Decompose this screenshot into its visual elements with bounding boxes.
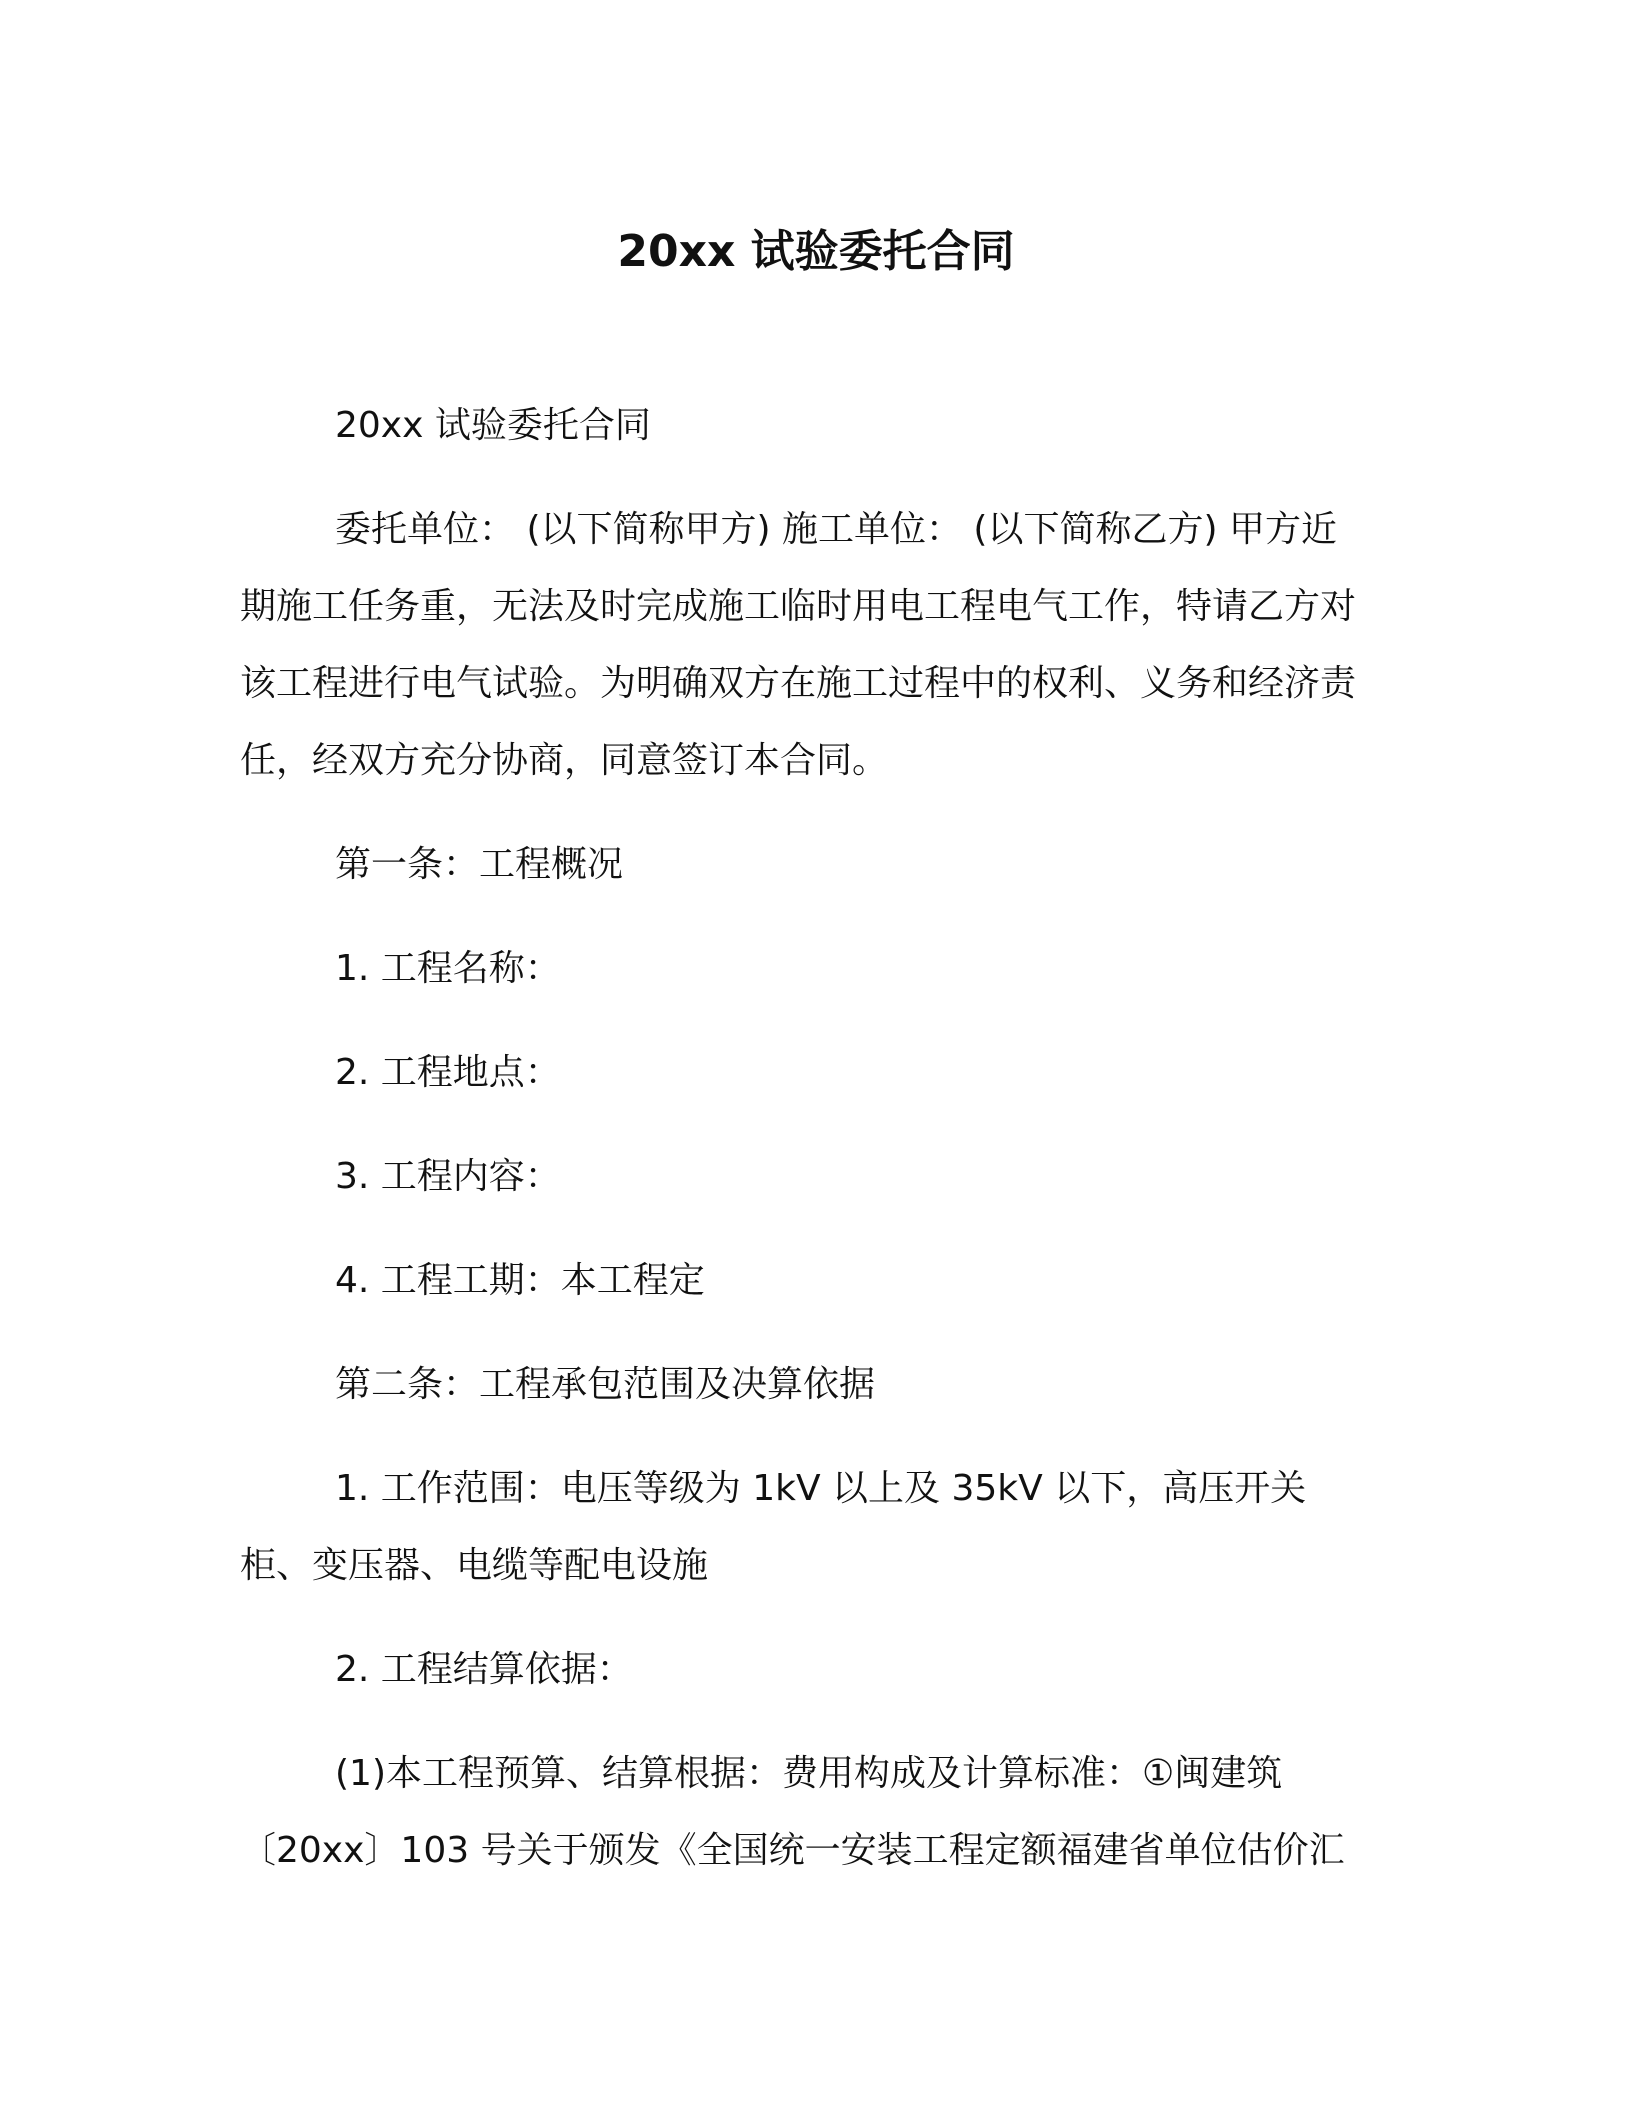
- paragraph-project-name: 1. 工程名称：: [335, 948, 561, 989]
- paragraph-article-2-heading: 第二条：工程承包范围及决算依据: [335, 1364, 876, 1405]
- paragraph-project-location: 2. 工程地点：: [335, 1052, 561, 1093]
- paragraph-article-1-heading: 第一条：工程概况: [335, 844, 624, 885]
- paragraph-work-scope: 1. 工作范围：电压等级为 1kV 以上及 35kV 以下，高压开关柜、变压器、电缆等配电设施: [240, 1468, 1307, 1586]
- paragraph-project-content: 3. 工程内容：: [335, 1156, 561, 1197]
- document-body: [240, 387, 1360, 1889]
- paragraph-budget-basis: (1)本工程预算、结算根据：费用构成及计算标准：①闽建筑〔20xx〕103 号关于颁发《全国统一安装工程定额福建省单位估价汇: [240, 1753, 1345, 1871]
- document-title: 20xx 试验委托合同: [617, 226, 1015, 277]
- paragraph-intro: 委托单位： (以下简称甲方) 施工单位： (以下简称乙方) 甲方近期施工任务重，无法及时完成施工临时用电工程电气工作，特请乙方对该工程进行电气试验。为明确双方在施工过程中的权利、义务和经济责任，经双方充分协商，同意签订本合同。: [240, 509, 1357, 781]
- paragraph-settlement-basis: 2. 工程结算依据：: [335, 1649, 633, 1690]
- paragraph-subtitle: 20xx 试验委托合同: [335, 405, 651, 446]
- paragraph-project-duration: 4. 工程工期：本工程定: [335, 1260, 705, 1301]
